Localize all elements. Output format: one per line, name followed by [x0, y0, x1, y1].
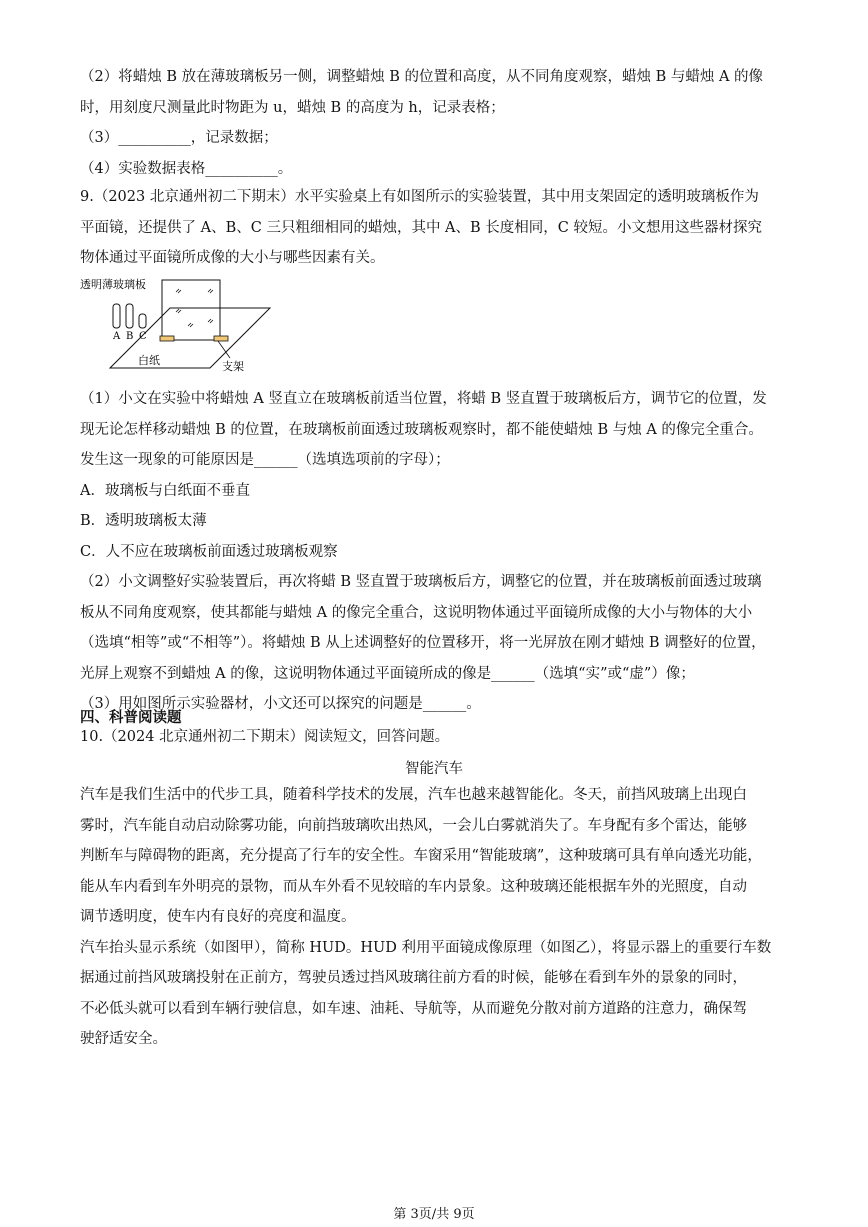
article-title: 智能汽车 — [405, 761, 463, 777]
text-line: 判断车与障碍物的距离，充分提高了行车的安全性。车窗采用“智能玻璃”，这种玻璃可具有单向透光功能， — [80, 848, 762, 864]
text-line: （3）用如图所示实验器材，小文还可以探究的问题是______。 — [80, 696, 481, 712]
text-line: 能从车内看到车外明亮的景物，而从车外看不见较暗的车内景象。这种玻璃还能根据车外的光照度，自动 — [80, 878, 747, 895]
text-line: 据通过前挡风玻璃投射在正前方，驾驶员透过挡风玻璃往前方看的时候，能够在看到车外的景象的同时， — [80, 970, 747, 986]
text-line: 汽车抬头显示系统（如图甲），简称 HUD。HUD 利用平面镜成像原理（如图乙），将显示器上的重要行车数 — [80, 939, 772, 956]
experiment-apparatus-figure — [80, 272, 280, 380]
article-body — [80, 780, 792, 1055]
option-a: A．玻璃板与白纸面不垂直 — [80, 482, 250, 499]
option-b: B．透明玻璃板太薄 — [80, 513, 207, 529]
text-line: （4）实验数据表格__________。 — [80, 160, 293, 177]
stand-label: 支架 — [222, 360, 244, 373]
question-9-body — [80, 384, 792, 720]
candle-c-shape — [139, 314, 146, 328]
text-line: 板从不同角度观察，使其都能与蜡烛 A 的像完全重合，这说明物体通过平面镜所成像的大小与物体的大小 — [80, 604, 753, 621]
text-line: 光屏上观察不到蜡烛 A 的像，这说明物体通过平面镜所成的像是______（选填“实”或“虚”）像； — [80, 665, 695, 682]
text-line: 平面镜，还提供了 A、B、C 三只粗细相同的蜡烛，其中 A、B 长度相同，C 较短。小文想用这些器材探究 — [80, 219, 762, 236]
candle-c-label: C — [139, 331, 147, 342]
text-line: 时，用刻度尺测量此时物距为 u，蜡烛 B 的高度为 h，记录表格； — [80, 99, 505, 116]
text-line: 现无论怎样移动蜡烛 B 的位置，在玻璃板前面透过玻璃板观察时，都不能使蜡烛 B 与烛 A 的像完全重合。 — [80, 421, 763, 438]
section-heading: 四、科普阅读题 — [80, 710, 182, 726]
text-line: 发生这一现象的可能原因是______（选填选项前的字母）； — [80, 452, 450, 468]
candle-b-label: B — [126, 331, 134, 342]
white-paper-shape — [110, 308, 270, 368]
text-line: （3）__________，记录数据； — [80, 130, 278, 146]
text-line: 不必低头就可以看到车辆行驶信息，如车速、油耗、导航等，从而避免分散对前方道路的注意力，确保驾 — [80, 1000, 747, 1017]
text-line: 调节透明度，使车内有良好的亮度和温度。 — [80, 909, 356, 925]
candle-b-shape — [126, 304, 133, 328]
question-10-intro — [80, 722, 792, 753]
text-line: （2）小文调整好实验装置后，再次将蜡 B 竖直置于玻璃板后方，调整它的位置，并在玻璃板前面透过玻璃 — [80, 574, 762, 590]
stand-right-shape — [214, 336, 228, 341]
text-line: 汽车是我们生活中的代步工具，随着科学技术的发展，汽车也越来越智能化。冬天，前挡风玻璃上出现白 — [80, 787, 747, 803]
candle-a-label: A — [113, 331, 121, 342]
white-paper-label: 白纸 — [138, 354, 160, 367]
candle-a-shape — [113, 304, 120, 328]
text-line: 驶舒适安全。 — [80, 1031, 167, 1047]
text-line: （1）小文在实验中将蜡烛 A 竖直立在玻璃板前适当位置，将蜡 B 竖直置于玻璃板后方，调节它的位置，发 — [80, 391, 767, 407]
glass-plate-label: 透明薄玻璃板 — [80, 278, 146, 291]
stand-left-shape — [160, 336, 174, 341]
text-line: 雾时，汽车能自动启动除雾功能，向前挡玻璃吹出热风，一会儿白雾就消失了。车身配有多个雷达，能够 — [80, 817, 747, 834]
page-footer: 第 3页/共 9页 — [393, 1207, 475, 1222]
text-line: 物体通过平面镜所成像的大小与哪些因素有关。 — [80, 250, 385, 266]
text-line: 10.（2024 北京通州初二下期末）阅读短文，回答问题。 — [80, 729, 450, 745]
option-c: C．人不应在玻璃板前面透过玻璃板观察 — [80, 543, 338, 560]
text-line: （2）将蜡烛 B 放在薄玻璃板另一侧，调整蜡烛 B 的位置和高度，从不同角度观察，蜡烛 B 与蜡烛 A 的像 — [80, 69, 764, 85]
question-8-tail — [80, 62, 792, 184]
text-line: （选填“相等”或“不相等”）。将蜡烛 B 从上述调整好的位置移开，将一光屏放在刚才蜡烛 B 调整好的位置， — [80, 635, 766, 651]
glass-plate-shape — [162, 280, 220, 340]
question-9-intro — [80, 182, 792, 274]
text-line: 9.（2023 北京通州初二下期末）水平实验桌上有如图所示的实验装置，其中用支架固定的透明玻璃板作为 — [80, 189, 759, 205]
